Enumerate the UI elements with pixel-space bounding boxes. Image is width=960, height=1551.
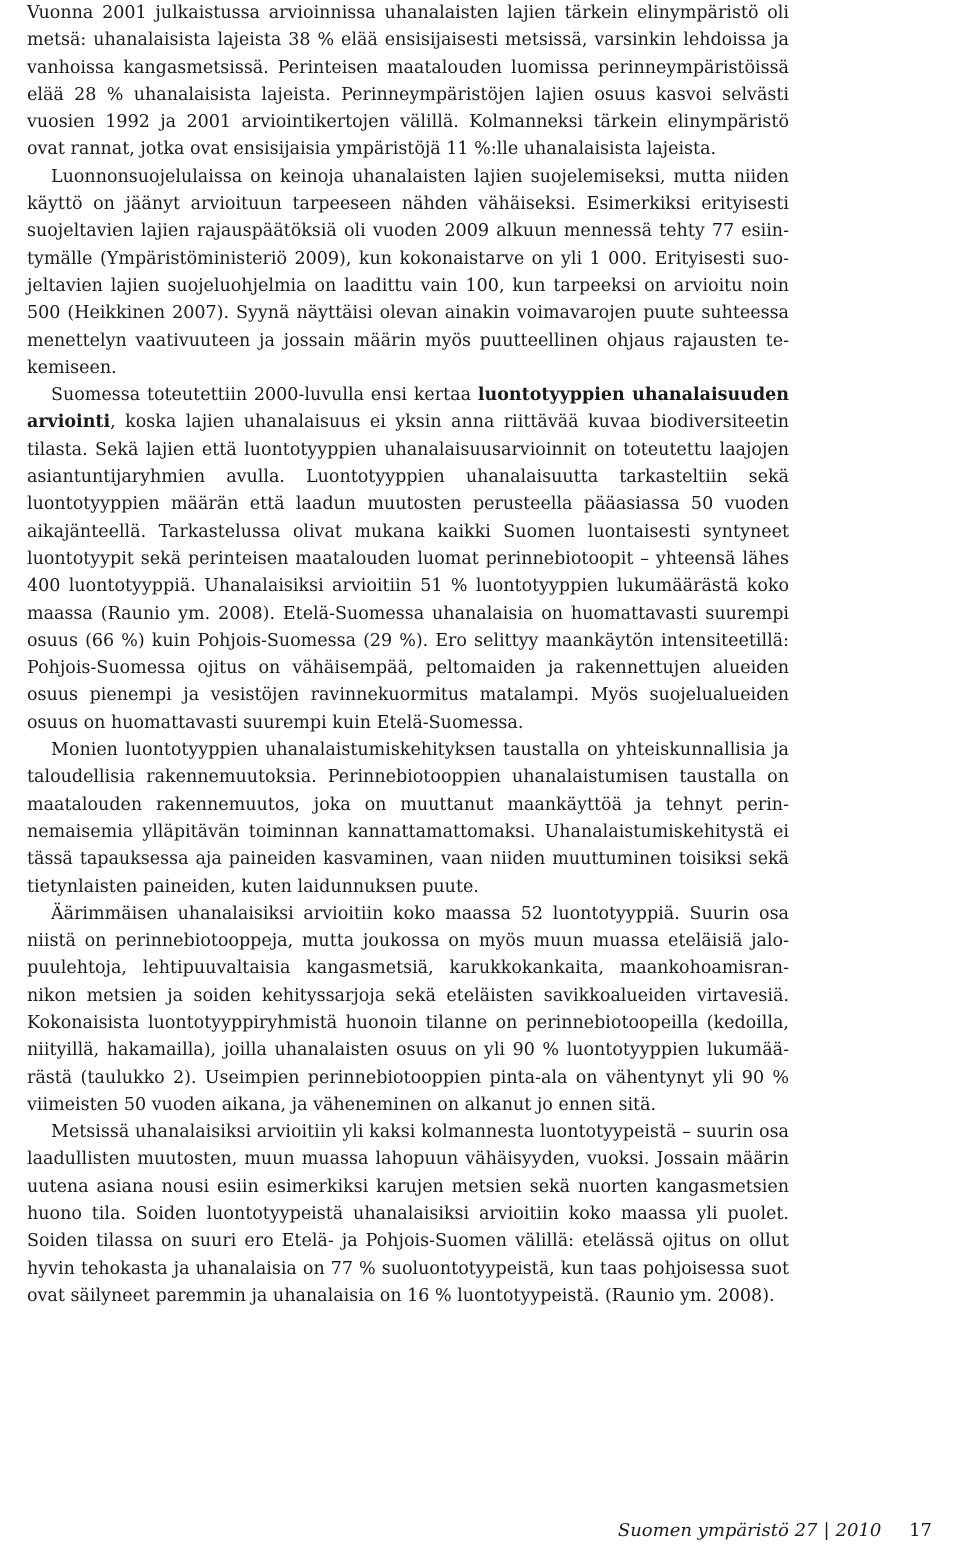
paragraph-intro-text: Suomessa toteutettiin 2000-luvulla ensi kertaa xyxy=(51,385,478,406)
paragraph-critically-endangered: Äärimmäisen uhanalaisiksi arvioitiin koko maassa 52 luontotyyppiä. Suurin osa niistä on perinnebiotooppeja, mutta joukossa on myös muun muassa eteläisiä jalopuulehtoja, lehtipuuvaltaisia kangasmetsiä, karukkokankaita, maankohoamisrannikon metsien ja soiden kehityssarjoja sekä eteläisten savikkoalueiden virtavesiä. Kokonaisista luontotyyppiryhmistä huonoin tilanne on perinnebiotoopeilla (kedoilla, niityillä, hakamailla), joilla uhanalaisten osuus on yli 90 % luontotyyppien lukumäärästä (taulukko 2). Useimpien perinnebiotooppien pinta-ala on vähentynyt yli 90 % viimeisten 50 vuoden aikana, ja väheneminen on alkanut jo ennen sitä. xyxy=(27,903,789,1115)
page-number: 17 xyxy=(909,1520,932,1541)
footer-journal-name: Suomen ympäristö xyxy=(617,1520,789,1541)
paragraph-habitats: Vuonna 2001 julkaistussa arvioinnissa uhanalaisten lajien tärkein elinympäristö oli metsä: uhanalaisista lajeista 38 % elää ensisijaisesti metsissä, varsinkin lehdoissa ja vanhoissa kangasmetsissä. Perinteisen maatalouden luomissa perinneympäristöissä elää 28 % uhanalaisista lajeista. Perinneympäristöjen lajien osuus kasvoi selvästi vuosien 1992 ja 2001 arviointikertojen välillä. Kolmanneksi tärkein elinympäristö ovat rannat, jotka ovat ensisijaisia ympäristöjä 11 %:lle uhanalaisista lajeista. xyxy=(27,3,789,160)
page-footer xyxy=(618,1520,932,1541)
footer-issue: 27 xyxy=(794,1520,818,1541)
emphasized-term: luontotyyppien uhanalaisuuden arviointi xyxy=(27,385,789,433)
paragraph-structural-change: Monien luontotyyppien uhanalaistumiskehityksen taustalla on yhteiskunnallisia ja taloudellisia rakennemuutoksia. Perinnebiotooppien uhanalaistumisen taustalla on maatalouden rakennemuutos, joka on muuttanut maankäyttöä ja tehnyt perinnemaisemia ylläpitävän toiminnan kannattamattomaksi. Uhanalaistumiskehitystä ei tässä tapauksessa aja paineiden kasvaminen, vaan niiden muuttuminen toisiksi sekä tietynlaisten paineiden, kuten laidunnuksen puute. xyxy=(27,740,789,897)
footer-year: 2010 xyxy=(835,1520,882,1541)
footer-separator: | xyxy=(823,1520,830,1541)
paragraph-forests-and-mires: Metsissä uhanalaisiksi arvioitiin yli kaksi kolmannesta luontotyypeistä – suurin osa laadullisten muutosten, muun muassa lahopuun vähäisyyden, vuoksi. Jossain määrin uutena asiana nousi esiin esimerkiksi karujen metsien sekä nuorten kangasmetsien huono tila. Soiden luontotyypeistä uhanalaisiksi arvioitiin koko maassa yli puolet. Soiden tilassa on suuri ero Etelä- ja Pohjois-Suomen välillä: etelässä ojitus on ollut hyvin tehokasta ja uhanalaisia on 77 % suoluontotyypeistä, kun taas pohjoisessa suot ovat säilyneet paremmin ja uhanalaisia on 16 % luontotyypeistä. (Raunio ym. 2008). xyxy=(27,1122,789,1306)
paragraph-nature-conservation-act: Luonnonsuojelulaissa on keinoja uhanalaisten lajien suojelemiseksi, mutta niiden käyttö on jäänyt arvioituun tarpeeseen nähden vähäiseksi. Esimerkiksi erityisesti suojeltavien lajien rajauspäätöksiä oli vuoden 2009 alkuun mennessä tehty 77 esiintymälle (Ympäristöministeriö 2009), kun kokonaistarve on yli 1 000. Erityisesti suojeltavien lajien suojeluohjelmia on laadittu vain 100, kun tarpeeksi on arvioitu noin 500 (Heikkinen 2007). Syynä näyttäisi olevan ainakin voimavarojen puute suhteessa menettelyn vaativuuteen ja jossain määrin myös puutteellinen ohjaus rajausten tekemiseen. xyxy=(27,166,789,378)
paragraph-habitat-type-assessment xyxy=(27,382,789,737)
paragraph-continued-text: , koska lajien uhanalaisuus ei yksin anna riittävää kuvaa biodiversiteetin tilasta. Sekä lajien että luontotyyppien uhanalaisuusarvioinnit on toteutettu laajojen asiantuntijaryhmien avulla. Luontotyyppien uhanalaisuutta tarkasteltiin sekä luontotyyppien määrän että laadun muutosten perusteella pääasiassa 50 vuoden aikajänteellä. Tarkastelussa olivat mukana kaikki Suomen luontaisesti syntyneet luontotyypit sekä perinteisen maatalouden luomat perinnebiotoopit – yhteensä lähes 400 luontotyyppiä. Uhanalaisiksi arvioitiin 51 % luontotyyppien lukumäärästä koko maassa (Raunio ym. 2008). Etelä-Suomessa uhanalaisia on huomattavasti suurempi osuus (66 %) kuin Pohjois-Suomessa (29 %). Ero selittyy maankäytön intensiteetillä: Pohjois-Suomessa ojitus on vähäisempää, peltomaiden ja rakennettujen alueiden osuus pienempi ja vesistöjen ravinnekuormitus matalampi. Myös suojelualueiden osuus on huomattavasti suurempi kuin Etelä-Suomessa. xyxy=(27,412,789,733)
document-body xyxy=(27,0,789,1310)
